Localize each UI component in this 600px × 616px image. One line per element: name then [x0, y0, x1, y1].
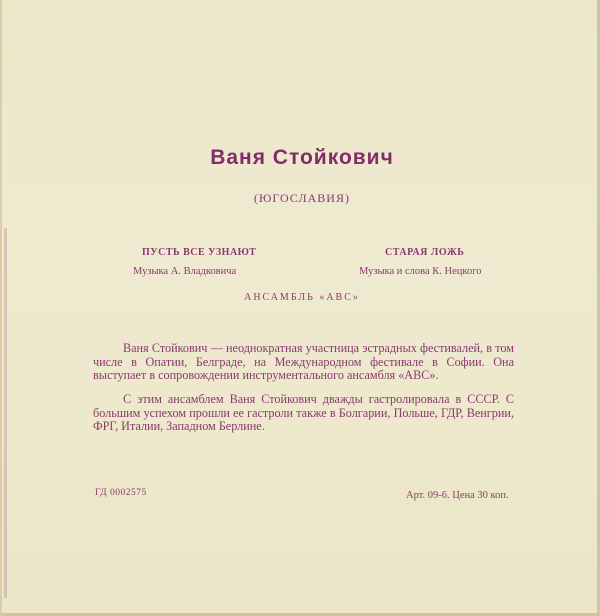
song-1-credit: Музыка А. Владковича	[133, 266, 237, 277]
sleeve-edge-stain	[4, 228, 7, 598]
artist-country: (ЮГОСЛАВИЯ)	[254, 191, 350, 205]
song-2-credit: Музыка и слова К. Нецкого	[359, 266, 482, 277]
biography-paragraph-1: Ваня Стойкович — неоднократная участница эстрадных фестивалей, в том числе в Опатии, Белграде, на Международном фестивале в Софии. Она выступает в сопровождении инструментального ансамбля «АВС».	[93, 341, 514, 382]
biography-paragraph-2: С этим ансамблем Ваня Стойкович дважды гастролировала в СССР. С большим успехом прошли ее гастроли также в Болгарии, Польше, ГДР, Венгрии, ФРГ, Италии, Западном Берлине.	[93, 392, 514, 433]
song-1-title: ПУСТЬ ВСЕ УЗНАЮТ	[142, 247, 257, 258]
price-label: Арт. 09-6. Цена 30 коп.	[406, 490, 509, 501]
song-2-title: СТАРАЯ ЛОЖЬ	[385, 247, 465, 258]
ensemble-name: АНСАМБЛЬ «АВС»	[244, 292, 360, 303]
catalog-number: ГД 0002575	[95, 488, 147, 498]
artist-title: Ваня Стойкович	[210, 146, 394, 169]
